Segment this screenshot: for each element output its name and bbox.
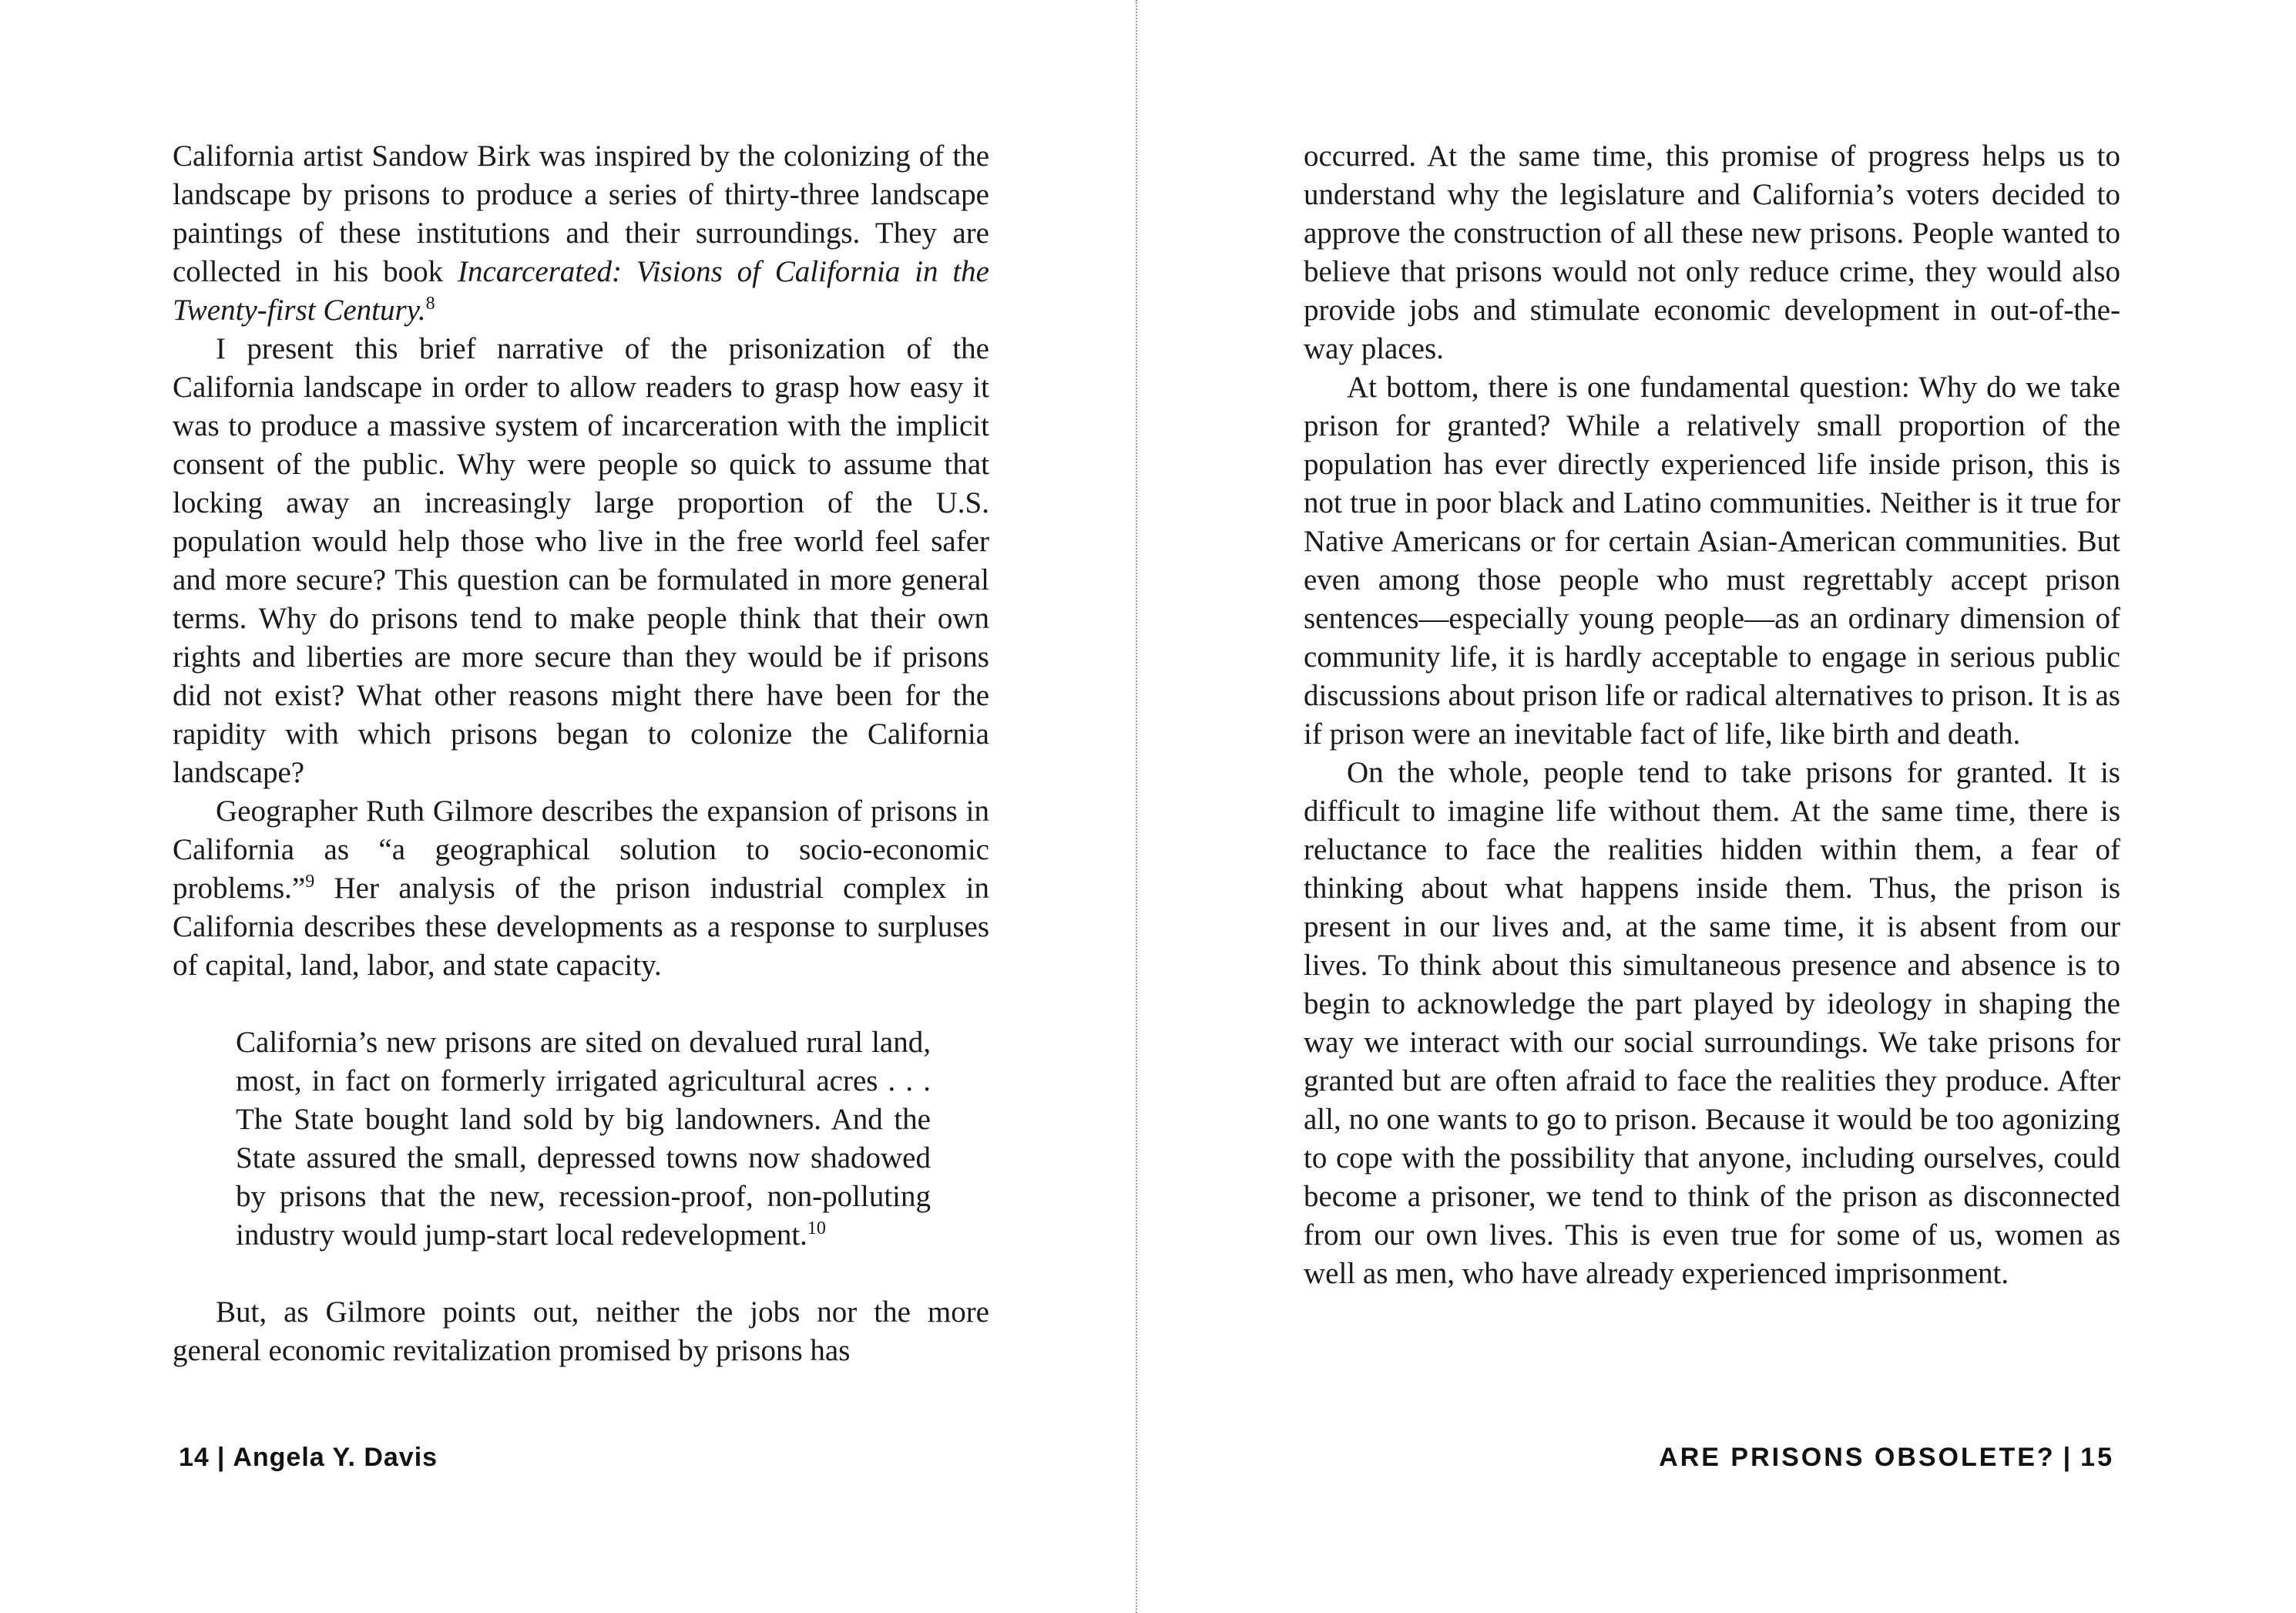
paragraph: I present this brief narrative of the prisonization of the California landscape in order to allow readers to grasp how easy it was to produce a massive system of incarceration with the implicit consent of the public. Why were people so quick to assume that locking away an increasingly large proportion of the U.S. population would help those who live in the free world feel safer and more secure? This question can be formulated in more general terms. Why do prisons tend to make people think that their own rights and liberties are more secure than they would be if prisons did not exist? What other reasons might there have been for the rapidity with which prisons began to colonize the California landscape? bbox=[173, 332, 989, 789]
paragraph bbox=[173, 792, 989, 985]
left-page-footer bbox=[179, 1443, 438, 1473]
paragraph: occurred. At the same time, this promise of progress helps us to understand why the legislature and California’s voters decided to approve the construction of all these new prisons. People wanted to believe that prisons would not only reduce crime, they would also provide jobs and stimulate economic development in out-of-the-way places. bbox=[1304, 139, 2120, 365]
paragraph: But, as Gilmore points out, neither the jobs nor the more general economic revitalization promised by prisons has bbox=[173, 1295, 989, 1367]
right-page-body bbox=[1304, 137, 2120, 1293]
block-quote bbox=[236, 1023, 931, 1255]
author-name: Angela Y. Davis bbox=[233, 1443, 438, 1472]
footnote-ref: 8 bbox=[425, 294, 435, 314]
left-page-body bbox=[173, 137, 989, 1370]
page-number: 14 bbox=[179, 1443, 210, 1472]
paragraph-text: California artist Sandow Birk was inspired by the colonizing of the landscape by prisons to produce a series of thirty-three landscape paintings of these institutions and their surroundings. They are collected in his book bbox=[173, 139, 989, 288]
page-gutter bbox=[1136, 0, 1137, 1613]
book-title-running-head: ARE PRISONS OBSOLETE? bbox=[1659, 1443, 2056, 1472]
quote-text: California’s new prisons are sited on devalued rural land, most, in fact on formerly irrigated agricultural acres . . . The State bought land sold by big landowners. And the State assured the small, depressed towns now shadowed by prisons that the new, recession-proof, non-polluting industry would jump-start local redevelopment. bbox=[236, 1026, 931, 1252]
paragraph bbox=[173, 137, 989, 330]
paragraph: At bottom, there is one fundamental question: Why do we take prison for granted? While a relatively small proportion of the population has ever directly experienced life inside prison, this is not true in poor black and Latino communities. Neither is it true for Native Americans or for certain Asian-American communities. But even among those people who must regrettably accept prison sentences—especially young people—as an ordinary dimension of community life, it is hardly acceptable to engage in serious public discussions about prison life or radical alternatives to prison. It is as if prison were an inevitable fact of life, like birth and death. bbox=[1304, 371, 2120, 751]
right-page-footer bbox=[1659, 1443, 2114, 1473]
paragraph: On the whole, people tend to take prisons for granted. It is difficult to imagine life without them. At the same time, there is reluctance to face the realities hidden within them, a fear of thinking about what happens inside them. Thus, the prison is present in our lives and, at the same time, it is absent from our lives. To think about this simultaneous presence and absence is to begin to acknowledge the part played by ideology in shaping the way we interact with our social surroundings. We take prisons for granted but are often afraid to face the realities they produce. After all, no one wants to go to prison. Because it would be too agonizing to cope with the possibility that anyone, including ourselves, could become a prisoner, we tend to think of the prison as disconnected from our own lives. This is even true for some of us, women as well as men, who have already experienced imprisonment. bbox=[1304, 756, 2120, 1290]
footnote-ref: 9 bbox=[305, 872, 315, 892]
footer-separator: | bbox=[2063, 1443, 2073, 1472]
paragraph-text: Her analysis of the prison industrial complex in California describes these developments as a response to surpluses of capital, land, labor, and state capacity. bbox=[173, 872, 989, 982]
book-title: Incarcerated: Visions of California in the Twenty-first Century. bbox=[173, 255, 989, 327]
footer-separator: | bbox=[217, 1443, 226, 1472]
paragraph-text: Geographer Ruth Gilmore describes the expansion of prisons in California as “a geographical solution to socio-economic problems.” bbox=[173, 795, 989, 905]
footnote-ref: 10 bbox=[807, 1218, 826, 1238]
page-number: 15 bbox=[2080, 1443, 2114, 1472]
